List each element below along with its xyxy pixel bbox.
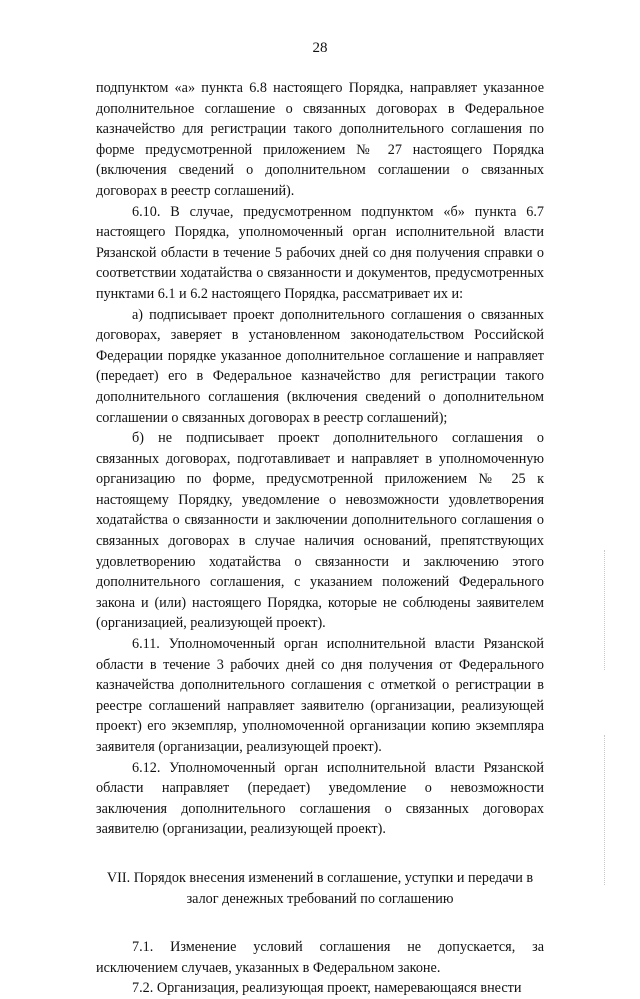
paragraph-6-11: 6.11. Уполномоченный орган исполнительной власти Рязанской области в течение 3 рабочих дней со дня получения от Федерального казначейства дополнительного соглашения с отметкой о регистрации в реестре соглашений направляет заявителю (организации, реализующей проект) его экземпляр, уполномоченной организации копию экземпляра заявителя (организации, реализующей проект).: [96, 636, 544, 755]
page-number: 28: [312, 40, 328, 56]
document-body: [96, 78, 544, 999]
margin-scan-mark: [604, 735, 606, 885]
margin-scan-mark: [604, 550, 606, 670]
paragraph-7-1: 7.1. Изменение условий соглашения не допускается, за исключением случаев, указанных в Федеральном законе.: [96, 939, 544, 976]
paragraph-7-2: 7.2. Организация, реализующая проект, намеревающаяся внести: [132, 980, 522, 997]
paragraph-6-10: 6.10. В случае, предусмотренном подпунктом «б» пункта 6.7 настоящего Порядка, уполномоченный орган исполнительной власти Рязанской области в течение 5 рабочих дней со дня получения справки о соответствии ходатайства о связанности и документов, предусмотренных пунктами 6.1 и 6.2 настоящего Порядка, рассматривает их и:: [96, 203, 544, 302]
paragraph-6-10-a: а) подписывает проект дополнительного соглашения о связанных договорах, заверяет в установленном законодательством Российской Федерации порядке указанное дополнительное соглашение и направляет (передает) его в Федеральное казначейство для регистрации такого дополнительного соглашения (включения сведений о дополнительном соглашении о связанных договорах в реестр соглашений);: [96, 306, 544, 426]
paragraph-6-12: 6.12. Уполномоченный орган исполнительной власти Рязанской области направляет (передает) уведомление о невозможности заключения дополнительного соглашения о связанных договорах заявителю (организации, реализующей проект).: [96, 759, 544, 838]
paragraph-continuation: подпунктом «а» пункта 6.8 настоящего Порядка, направляет указанное дополнительное соглашение о связанных договорах в Федеральное казначейство для регистрации такого дополнительного соглашения по форме предусмотренной приложением № 27 настоящего Порядка (включения сведений о дополнительном соглашении о связанных договорах в реестр соглашений).: [96, 80, 544, 199]
paragraph-6-10-b: б) не подписывает проект дополнительного соглашения о связанных договорах, подготавливает и направляет в уполномоченную организацию по форме, предусмотренной приложением № 25 к настоящему Порядку, уведомление о невозможности удовлетворения ходатайства о связанности и заключении дополнительного соглашения о связанных договорах в случае наличия оснований, препятствующих удовлетворению ходатайства о связанности и заключению этого дополнительного соглашения, с указанием положений Федерального закона и (или) настоящего Порядка, которые не соблюдены заявителем (организацией, реализующей проект).: [96, 430, 544, 632]
section-heading: VII. Порядок внесения изменений в соглашение, уступки и передачи в залог денежных требований по соглашению: [106, 869, 534, 907]
